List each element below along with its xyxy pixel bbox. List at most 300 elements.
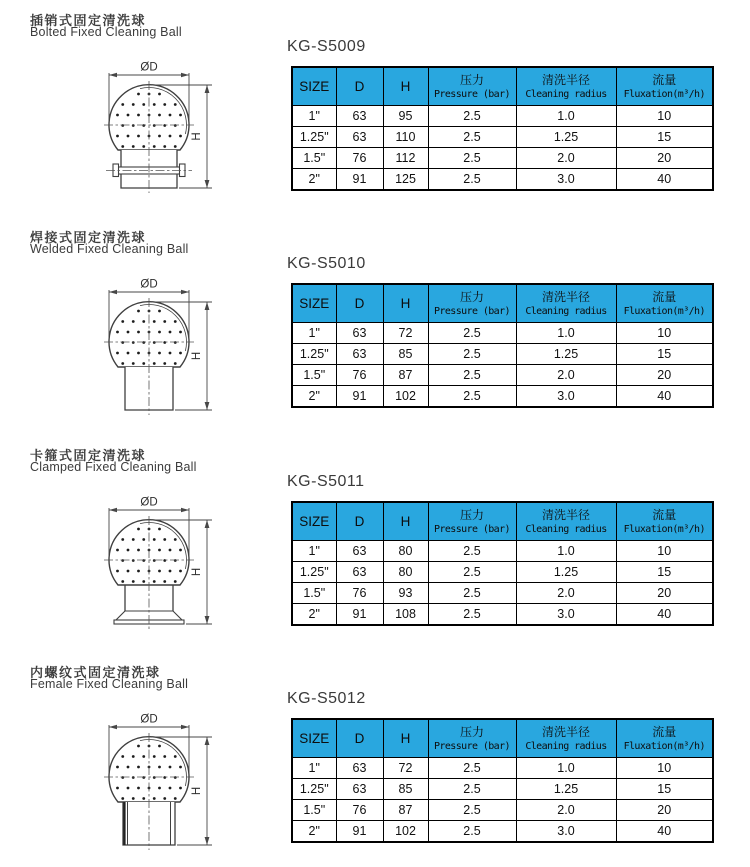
perforation-hole: [169, 570, 172, 573]
perforation-hole: [137, 114, 140, 117]
perforation-hole: [127, 114, 130, 117]
table-cell: 3.0: [516, 386, 616, 408]
table-cell: 2.5: [428, 323, 516, 344]
radius-label-en: Cleaning radius: [525, 89, 607, 100]
perforation-hole: [121, 580, 124, 583]
table-cell: 10: [616, 758, 713, 779]
table-cell: 63: [336, 779, 383, 800]
table-cell: 108: [383, 604, 428, 626]
table-cell: 10: [616, 106, 713, 127]
table-cell: 15: [616, 344, 713, 365]
perforation-hole: [179, 570, 182, 573]
perforation-hole: [121, 145, 124, 148]
table-cell: 91: [336, 821, 383, 843]
perforation-hole: [132, 776, 135, 779]
table-cell: 85: [383, 779, 428, 800]
perforation-hole: [179, 787, 182, 790]
table-row: [292, 344, 713, 365]
table-cell: 1.5": [292, 583, 336, 604]
perforation-hole: [153, 341, 156, 344]
col-header-h: H: [383, 284, 428, 323]
perforation-hole: [174, 580, 177, 583]
perforation-hole: [163, 776, 166, 779]
dimension-label-diameter: ØD: [140, 278, 158, 291]
radius-label-en: Cleaning radius: [525, 524, 607, 535]
flux-label-en: Fluxation(m³/h): [623, 89, 705, 100]
table-cell: 2.5: [428, 106, 516, 127]
table-cell: 3.0: [516, 169, 616, 191]
table-cell: 1": [292, 323, 336, 344]
table-row: [292, 365, 713, 386]
perforation-hole: [132, 124, 135, 127]
table-cell: 2.5: [428, 800, 516, 821]
table-cell: 40: [616, 386, 713, 408]
flux-label-en: Fluxation(m³/h): [623, 741, 705, 752]
table-cell: 2.5: [428, 821, 516, 843]
perforation-hole: [127, 549, 130, 552]
section-title-english: Clamped Fixed Cleaning Ball: [30, 460, 197, 474]
col-header-d: D: [336, 284, 383, 323]
table-cell: 125: [383, 169, 428, 191]
section-title-english: Female Fixed Cleaning Ball: [30, 677, 189, 691]
perforation-hole: [121, 320, 124, 323]
flux-label-cn: 流量: [652, 290, 677, 304]
col-header-size: SIZE: [292, 284, 336, 323]
col-header-flux: [616, 502, 713, 541]
spec-table: [291, 718, 714, 843]
table-cell: 20: [616, 365, 713, 386]
table-cell: 76: [336, 800, 383, 821]
table-cell: 10: [616, 323, 713, 344]
table-cell: 1.0: [516, 758, 616, 779]
table-cell: 1.0: [516, 323, 616, 344]
table-cell: 93: [383, 583, 428, 604]
perforation-hole: [174, 797, 177, 800]
technical-drawing: [52, 493, 222, 643]
dimension-label-diameter: ØD: [140, 61, 158, 74]
table-row: [292, 386, 713, 408]
perforation-hole: [137, 570, 140, 573]
arrow-down: [205, 402, 210, 410]
table-cell: 102: [383, 386, 428, 408]
col-header-flux: [616, 284, 713, 323]
table-cell: 63: [336, 344, 383, 365]
perforation-hole: [121, 124, 124, 127]
table-cell: 76: [336, 583, 383, 604]
arrow-right: [181, 73, 189, 77]
col-header-h: H: [383, 67, 428, 106]
table-cell: 2.5: [428, 148, 516, 169]
table-row: [292, 562, 713, 583]
perforation-hole: [132, 341, 135, 344]
perforation-hole: [179, 135, 182, 138]
table-cell: 63: [336, 323, 383, 344]
perforation-hole: [132, 538, 135, 541]
perforation-hole: [116, 352, 119, 355]
arrow-right: [181, 290, 189, 294]
perforation-hole: [169, 549, 172, 552]
radius-label-cn: 清洗半径: [541, 290, 590, 304]
table-cell: 3.0: [516, 821, 616, 843]
table-cell: 2.5: [428, 386, 516, 408]
perforation-hole: [158, 310, 161, 313]
table-cell: 2.5: [428, 562, 516, 583]
dimension-label-height: H: [191, 567, 203, 577]
flux-label-en: Fluxation(m³/h): [623, 306, 705, 317]
table-cell: 1.25: [516, 562, 616, 583]
perforation-hole: [121, 538, 124, 541]
perforation-hole: [142, 538, 145, 541]
perforation-hole: [174, 320, 177, 323]
perforation-hole: [174, 559, 177, 562]
perforation-hole: [121, 797, 124, 800]
table-cell: 76: [336, 148, 383, 169]
col-header-size: SIZE: [292, 67, 336, 106]
perforation-hole: [169, 114, 172, 117]
perforation-hole: [142, 103, 145, 106]
perforation-hole: [158, 549, 161, 552]
cleaning-ball-drawing: [52, 58, 222, 208]
table-cell: 3.0: [516, 604, 616, 626]
perforation-hole: [121, 755, 124, 758]
col-header-h: H: [383, 502, 428, 541]
radius-label-en: Cleaning radius: [525, 306, 607, 317]
table-cell: 2.0: [516, 583, 616, 604]
header-row: [292, 284, 713, 323]
perforation-hole: [132, 103, 135, 106]
perforation-hole: [132, 559, 135, 562]
perforation-hole: [137, 93, 140, 96]
table-cell: 2.5: [428, 365, 516, 386]
perforation-hole: [163, 797, 166, 800]
perforation-hole: [163, 124, 166, 127]
table-cell: 2.5: [428, 758, 516, 779]
table-cell: 72: [383, 758, 428, 779]
perforation-hole: [169, 135, 172, 138]
table-row: [292, 779, 713, 800]
table-cell: 1": [292, 106, 336, 127]
table-cell: 80: [383, 562, 428, 583]
table-cell: 63: [336, 758, 383, 779]
flux-label-cn: 流量: [652, 73, 677, 87]
cleaning-ball-drawing: [52, 275, 222, 425]
radius-label-en: Cleaning radius: [525, 741, 607, 752]
pressure-label-cn: 压力: [459, 73, 484, 87]
section-title-chinese: 卡箍式固定清洗球: [30, 448, 147, 463]
perforation-hole: [174, 341, 177, 344]
perforation-hole: [132, 580, 135, 583]
perforation-hole: [179, 766, 182, 769]
table-cell: 2.5: [428, 779, 516, 800]
table-cell: 110: [383, 127, 428, 148]
table-cell: 1.0: [516, 106, 616, 127]
model-code: KG-S5011: [287, 473, 365, 490]
perforation-hole: [142, 320, 145, 323]
perforation-hole: [127, 331, 130, 334]
section-title-english: Welded Fixed Cleaning Ball: [30, 242, 189, 256]
col-header-d: D: [336, 502, 383, 541]
arrow-up: [205, 520, 210, 528]
perforation-hole: [163, 362, 166, 365]
perforation-hole: [127, 766, 130, 769]
table-cell: 87: [383, 800, 428, 821]
spec-table: [291, 66, 714, 191]
arrow-up: [205, 85, 210, 93]
perforation-hole: [158, 528, 161, 531]
pressure-label-en: Pressure (bar): [434, 306, 510, 317]
perforation-hole: [163, 580, 166, 583]
arrow-left: [109, 73, 117, 77]
table-cell: 2": [292, 821, 336, 843]
dimension-label-diameter: ØD: [140, 496, 158, 509]
header-row: [292, 719, 713, 758]
radius-label-cn: 清洗半径: [541, 508, 590, 522]
perforation-hole: [174, 538, 177, 541]
table-cell: 2": [292, 169, 336, 191]
perforation-hole: [137, 352, 140, 355]
arrow-down: [205, 180, 210, 188]
perforation-hole: [137, 745, 140, 748]
table-cell: 2.0: [516, 800, 616, 821]
table-cell: 63: [336, 127, 383, 148]
radius-label-cn: 清洗半径: [541, 725, 590, 739]
perforation-hole: [142, 341, 145, 344]
table-cell: 20: [616, 800, 713, 821]
table-cell: 1.25": [292, 127, 336, 148]
table-cell: 2.5: [428, 169, 516, 191]
col-header-flux: [616, 719, 713, 758]
perforation-hole: [174, 103, 177, 106]
perforation-hole: [116, 787, 119, 790]
perforation-hole: [142, 755, 145, 758]
table-row: [292, 800, 713, 821]
perforation-hole: [163, 559, 166, 562]
table-cell: 2.5: [428, 583, 516, 604]
perforation-hole: [142, 559, 145, 562]
col-header-radius: [516, 502, 616, 541]
table-row: [292, 541, 713, 562]
arrow-left: [109, 290, 117, 294]
perforation-hole: [137, 331, 140, 334]
perforation-hole: [121, 341, 124, 344]
arrow-down: [205, 837, 210, 845]
col-header-radius: [516, 719, 616, 758]
perforation-hole: [137, 549, 140, 552]
dimension-label-height: H: [191, 786, 203, 796]
model-code: KG-S5012: [287, 690, 366, 707]
dimension-label-height: H: [191, 132, 203, 141]
table-cell: 76: [336, 365, 383, 386]
arrow-left: [109, 725, 117, 729]
perforation-hole: [137, 787, 140, 790]
table-cell: 1.0: [516, 541, 616, 562]
table-cell: 10: [616, 541, 713, 562]
pressure-label-en: Pressure (bar): [434, 89, 510, 100]
table-cell: 72: [383, 323, 428, 344]
section-title-chinese: 插销式固定清洗球: [30, 13, 147, 28]
table-cell: 63: [336, 106, 383, 127]
perforation-hole: [127, 787, 130, 790]
perforation-hole: [116, 766, 119, 769]
perforation-hole: [137, 310, 140, 313]
perforation-hole: [158, 331, 161, 334]
flux-label-cn: 流量: [652, 508, 677, 522]
table-cell: 1": [292, 758, 336, 779]
table-cell: 1.5": [292, 148, 336, 169]
col-header-pressure: [428, 67, 516, 106]
table-cell: 102: [383, 821, 428, 843]
perforation-hole: [116, 570, 119, 573]
perforation-hole: [158, 570, 161, 573]
perforation-hole: [163, 145, 166, 148]
dimension-label-height: H: [191, 351, 203, 361]
perforation-hole: [153, 124, 156, 127]
table-row: [292, 169, 713, 191]
perforation-hole: [153, 797, 156, 800]
perforation-hole: [169, 766, 172, 769]
perforation-hole: [174, 145, 177, 148]
table-cell: 2.5: [428, 344, 516, 365]
perforation-hole: [121, 559, 124, 562]
perforation-hole: [163, 538, 166, 541]
perforation-hole: [158, 352, 161, 355]
perforation-hole: [142, 124, 145, 127]
table-cell: 1.25": [292, 562, 336, 583]
pressure-label-en: Pressure (bar): [434, 741, 510, 752]
perforation-hole: [153, 755, 156, 758]
perforation-hole: [137, 766, 140, 769]
table-cell: 15: [616, 779, 713, 800]
table-row: [292, 821, 713, 843]
technical-drawing: [52, 710, 222, 860]
table-cell: 1.5": [292, 800, 336, 821]
table-cell: 2.0: [516, 148, 616, 169]
col-header-d: D: [336, 67, 383, 106]
flux-label-en: Fluxation(m³/h): [623, 524, 705, 535]
table-cell: 1.25: [516, 779, 616, 800]
col-header-size: SIZE: [292, 719, 336, 758]
perforation-hole: [137, 528, 140, 531]
perforation-hole: [179, 114, 182, 117]
perforation-hole: [142, 145, 145, 148]
header-row: [292, 502, 713, 541]
table-row: [292, 323, 713, 344]
table-cell: 1.25: [516, 344, 616, 365]
table-cell: 87: [383, 365, 428, 386]
col-header-size: SIZE: [292, 502, 336, 541]
perforation-hole: [116, 135, 119, 138]
perforation-hole: [132, 797, 135, 800]
table-cell: 1": [292, 541, 336, 562]
col-header-h: H: [383, 719, 428, 758]
col-header-pressure: [428, 719, 516, 758]
table-cell: 15: [616, 127, 713, 148]
perforation-hole: [174, 124, 177, 127]
table-cell: 2.5: [428, 127, 516, 148]
perforation-hole: [174, 755, 177, 758]
perforation-hole: [174, 362, 177, 365]
table-cell: 112: [383, 148, 428, 169]
arrow-left: [109, 508, 117, 512]
table-row: [292, 758, 713, 779]
cleaning-ball-drawing: [52, 493, 222, 643]
radius-label-cn: 清洗半径: [541, 73, 590, 87]
perforation-hole: [163, 341, 166, 344]
perforation-hole: [132, 145, 135, 148]
col-header-flux: [616, 67, 713, 106]
perforation-hole: [179, 549, 182, 552]
pressure-label-en: Pressure (bar): [434, 524, 510, 535]
perforation-hole: [121, 776, 124, 779]
perforation-hole: [137, 135, 140, 138]
perforation-hole: [158, 114, 161, 117]
perforation-hole: [142, 776, 145, 779]
perforation-hole: [169, 787, 172, 790]
perforation-hole: [153, 580, 156, 583]
perforation-hole: [153, 320, 156, 323]
perforation-hole: [169, 352, 172, 355]
perforation-hole: [121, 103, 124, 106]
perforation-hole: [153, 538, 156, 541]
perforation-hole: [158, 135, 161, 138]
col-header-radius: [516, 67, 616, 106]
dimension-label-diameter: ØD: [140, 713, 158, 726]
section-title-chinese: 内螺纹式固定清洗球: [30, 665, 161, 680]
arrow-right: [181, 725, 189, 729]
col-header-radius: [516, 284, 616, 323]
perforation-hole: [153, 103, 156, 106]
section-title-english: Bolted Fixed Cleaning Ball: [30, 25, 182, 39]
arrow-right: [181, 508, 189, 512]
perforation-hole: [179, 352, 182, 355]
table-row: [292, 127, 713, 148]
perforation-hole: [127, 570, 130, 573]
perforation-hole: [158, 766, 161, 769]
table-row: [292, 148, 713, 169]
table-cell: 63: [336, 562, 383, 583]
table-cell: 15: [616, 562, 713, 583]
table-row: [292, 604, 713, 626]
perforation-hole: [132, 362, 135, 365]
perforation-hole: [116, 114, 119, 117]
table-cell: 40: [616, 821, 713, 843]
cleaning-ball-drawing: [52, 710, 222, 860]
arrow-down: [205, 616, 210, 624]
perforation-hole: [153, 559, 156, 562]
table-cell: 2.5: [428, 541, 516, 562]
table-cell: 80: [383, 541, 428, 562]
perforation-hole: [127, 135, 130, 138]
table-cell: 1.25": [292, 779, 336, 800]
table-cell: 1.25: [516, 127, 616, 148]
table-cell: 20: [616, 583, 713, 604]
perforation-hole: [116, 331, 119, 334]
perforation-hole: [158, 93, 161, 96]
perforation-hole: [132, 755, 135, 758]
perforation-hole: [163, 755, 166, 758]
table-cell: 1.5": [292, 365, 336, 386]
perforation-hole: [174, 776, 177, 779]
perforation-hole: [153, 362, 156, 365]
perforation-hole: [163, 103, 166, 106]
table-cell: 91: [336, 386, 383, 408]
arrow-up: [205, 302, 210, 310]
perforation-hole: [116, 549, 119, 552]
pressure-label-cn: 压力: [459, 290, 484, 304]
model-code: KG-S5009: [287, 38, 366, 55]
perforation-hole: [179, 331, 182, 334]
perforation-hole: [153, 776, 156, 779]
